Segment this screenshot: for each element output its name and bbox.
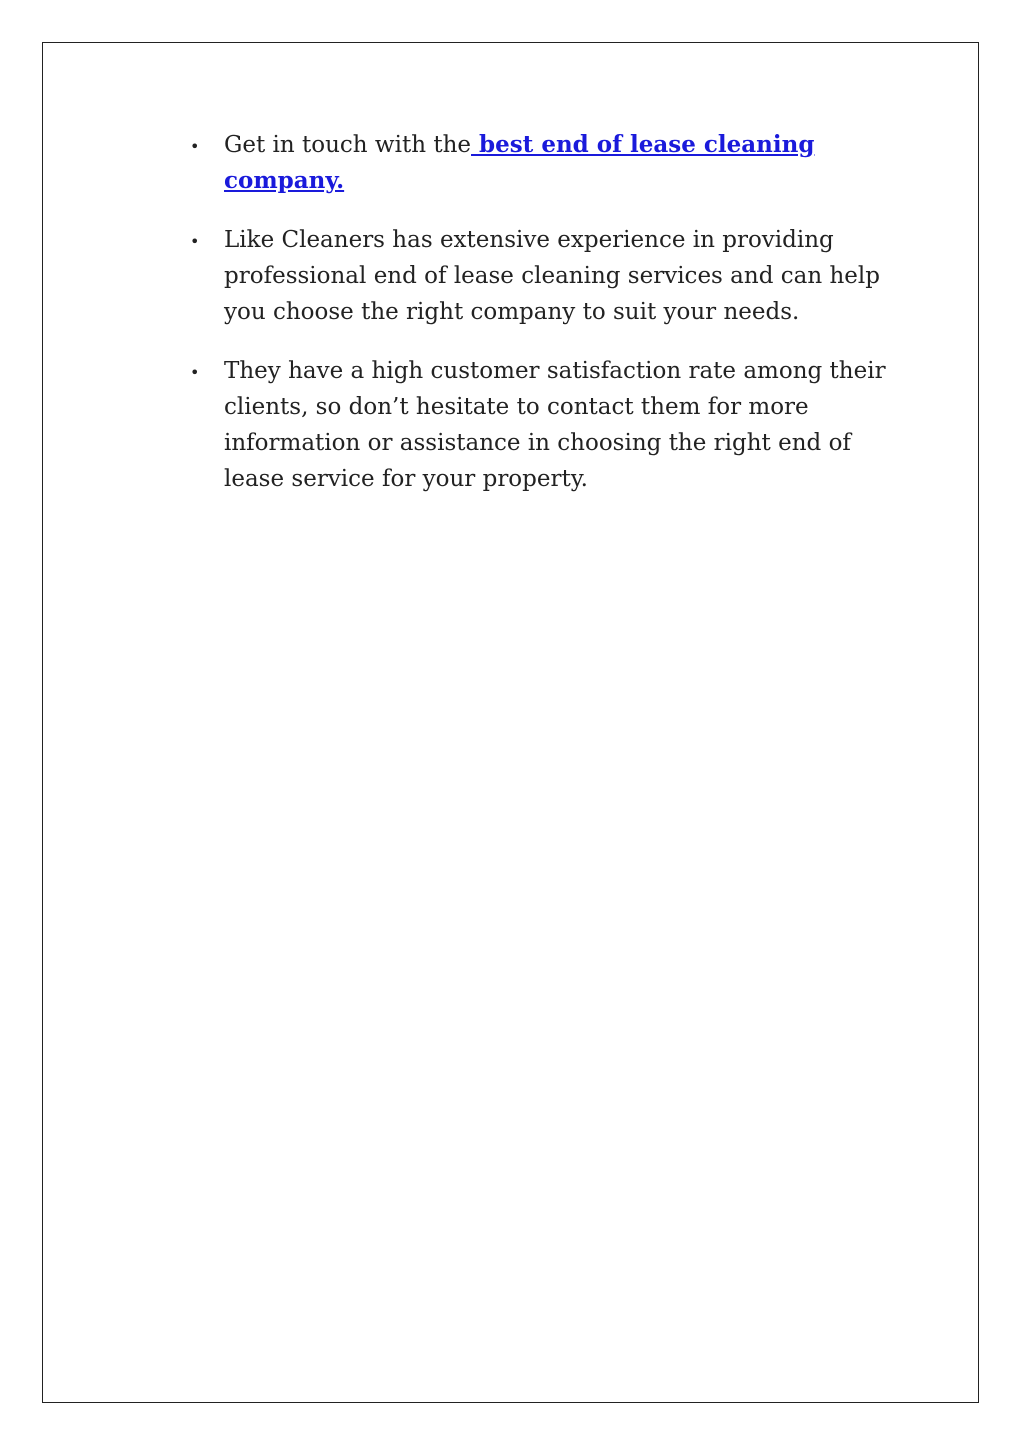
- bullet-text: They have a high customer satisfaction rate among their clients, so don’t hesitate to contact them for more information or assistance in choosing the right end of lease service for your property.: [224, 358, 886, 492]
- bullet-marker: •: [190, 137, 200, 156]
- bullet-text: Like Cleaners has extensive experience in providing professional end of lease cleaning services and can help you choose the right company to suit your needs.: [224, 227, 880, 325]
- bullet-text: Get in touch with the: [224, 132, 472, 158]
- list-item: [190, 222, 905, 330]
- bullet-marker: •: [190, 363, 200, 382]
- bullet-marker: •: [190, 232, 200, 251]
- list-item: [190, 353, 905, 497]
- company-link[interactable]: best end of lease cleaning company.: [224, 131, 815, 194]
- list-item: [190, 127, 905, 199]
- bullet-list: [190, 127, 905, 520]
